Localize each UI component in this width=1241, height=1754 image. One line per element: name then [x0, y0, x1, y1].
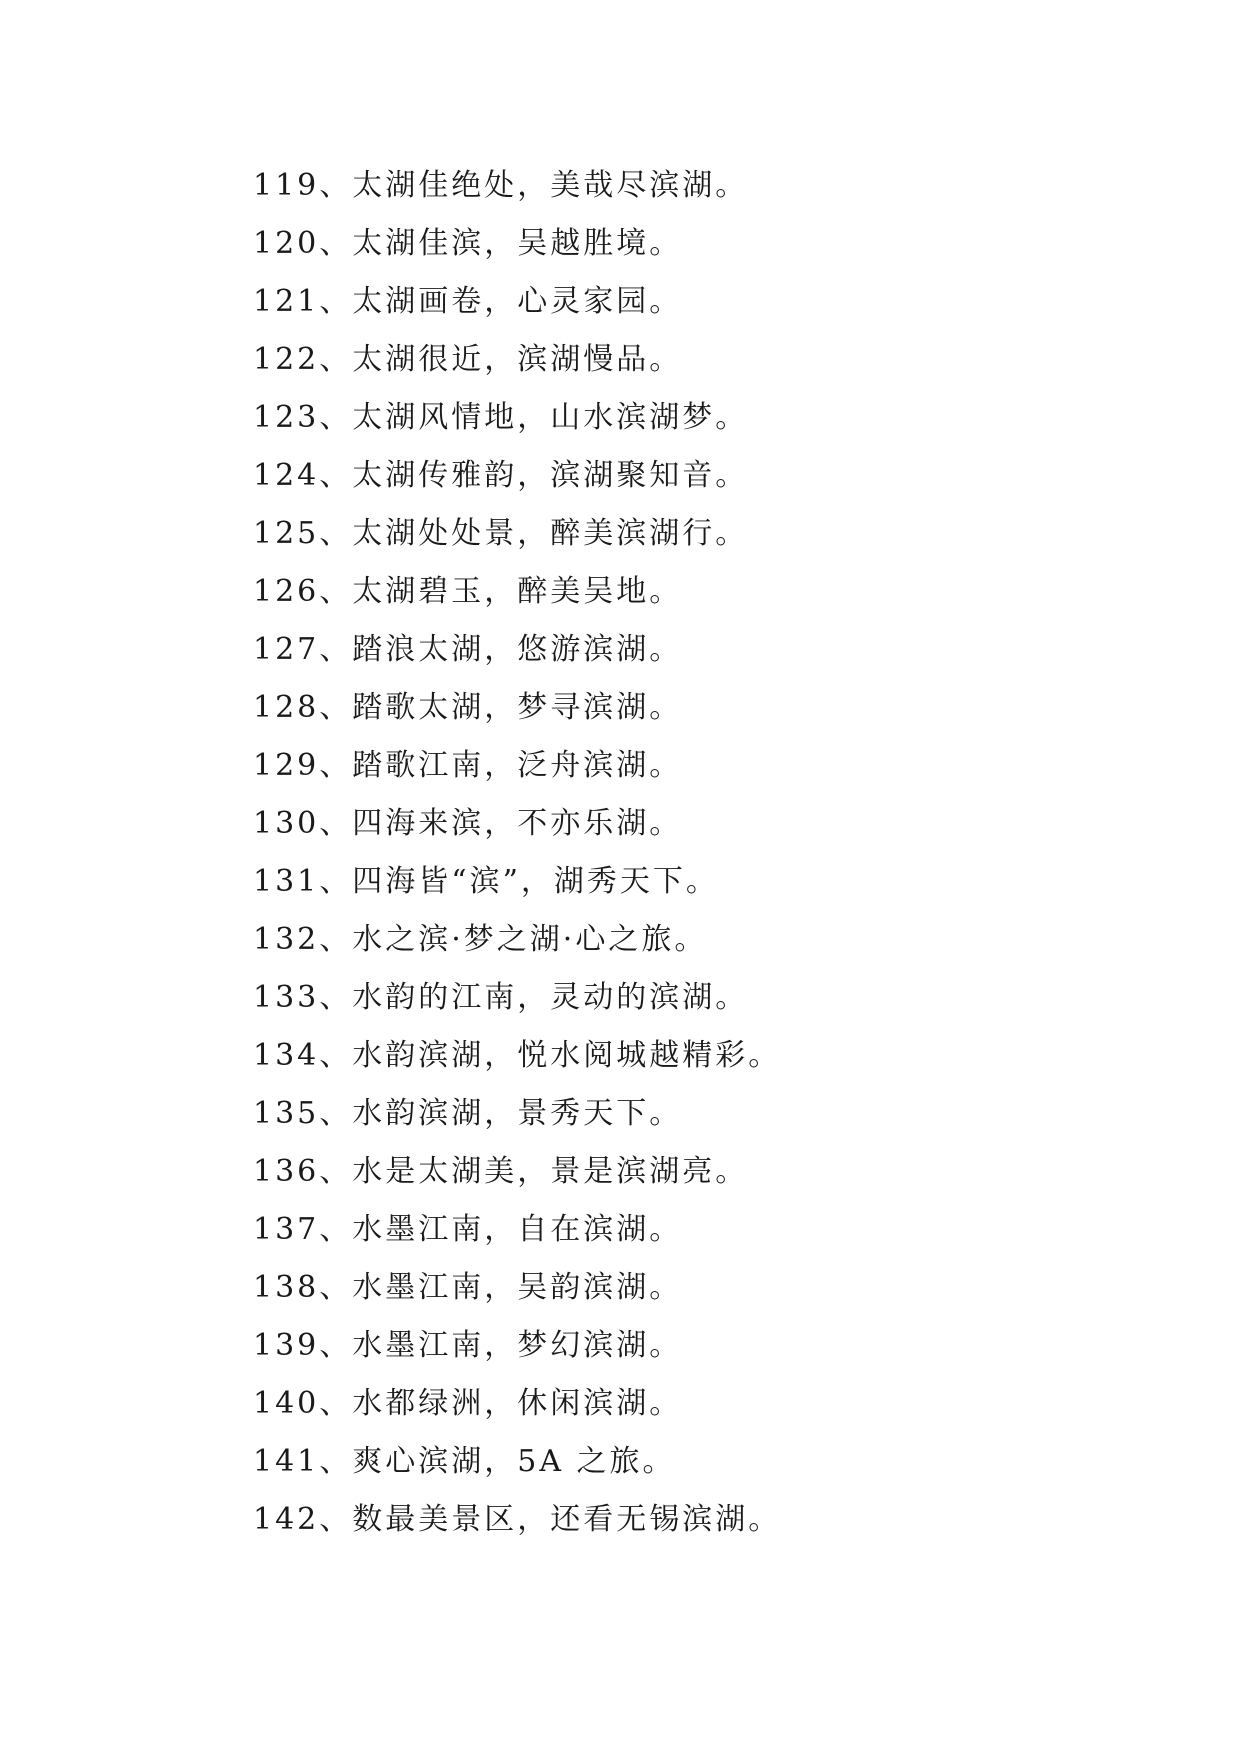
slogan-item: 122、太湖很近，滨湖慢品。 — [253, 342, 683, 377]
slogan-item: 129、踏歌江南，泛舟滨湖。 — [253, 748, 683, 783]
slogan-item: 130、四海来滨，不亦乐湖。 — [253, 806, 683, 841]
slogan-item: 125、太湖处处景，醉美滨湖行。 — [253, 516, 749, 551]
slogan-item: 136、水是太湖美，景是滨湖亮。 — [253, 1154, 749, 1189]
slogan-item: 139、水墨江南，梦幻滨湖。 — [253, 1328, 683, 1363]
slogan-item: 135、水韵滨湖，景秀天下。 — [253, 1096, 683, 1131]
slogan-list — [253, 157, 781, 1549]
slogan-item: 137、水墨江南，自在滨湖。 — [253, 1212, 683, 1247]
slogan-item: 131、四海皆“滨”，湖秀天下。 — [253, 864, 719, 899]
slogan-item: 127、踏浪太湖，悠游滨湖。 — [253, 632, 683, 667]
slogan-item: 120、太湖佳滨，吴越胜境。 — [253, 226, 683, 261]
slogan-item: 124、太湖传雅韵，滨湖聚知音。 — [253, 458, 749, 493]
slogan-item: 141、爽心滨湖，5A 之旅。 — [253, 1444, 676, 1479]
slogan-item: 121、太湖画卷，心灵家园。 — [253, 284, 683, 319]
slogan-item: 128、踏歌太湖，梦寻滨湖。 — [253, 690, 683, 725]
slogan-item: 123、太湖风情地，山水滨湖梦。 — [253, 400, 749, 435]
slogan-item: 140、水都绿洲，休闲滨湖。 — [253, 1386, 683, 1421]
slogan-item: 119、太湖佳绝处，美哉尽滨湖。 — [253, 168, 749, 203]
slogan-item: 138、水墨江南，吴韵滨湖。 — [253, 1270, 683, 1305]
slogan-item: 142、数最美景区，还看无锡滨湖。 — [253, 1502, 782, 1537]
slogan-item: 134、水韵滨湖，悦水阅城越精彩。 — [253, 1038, 782, 1073]
slogan-item: 133、水韵的江南，灵动的滨湖。 — [253, 980, 749, 1015]
slogan-item: 132、水之滨·梦之湖·心之旅。 — [253, 922, 708, 957]
slogan-item: 126、太湖碧玉，醉美吴地。 — [253, 574, 683, 609]
